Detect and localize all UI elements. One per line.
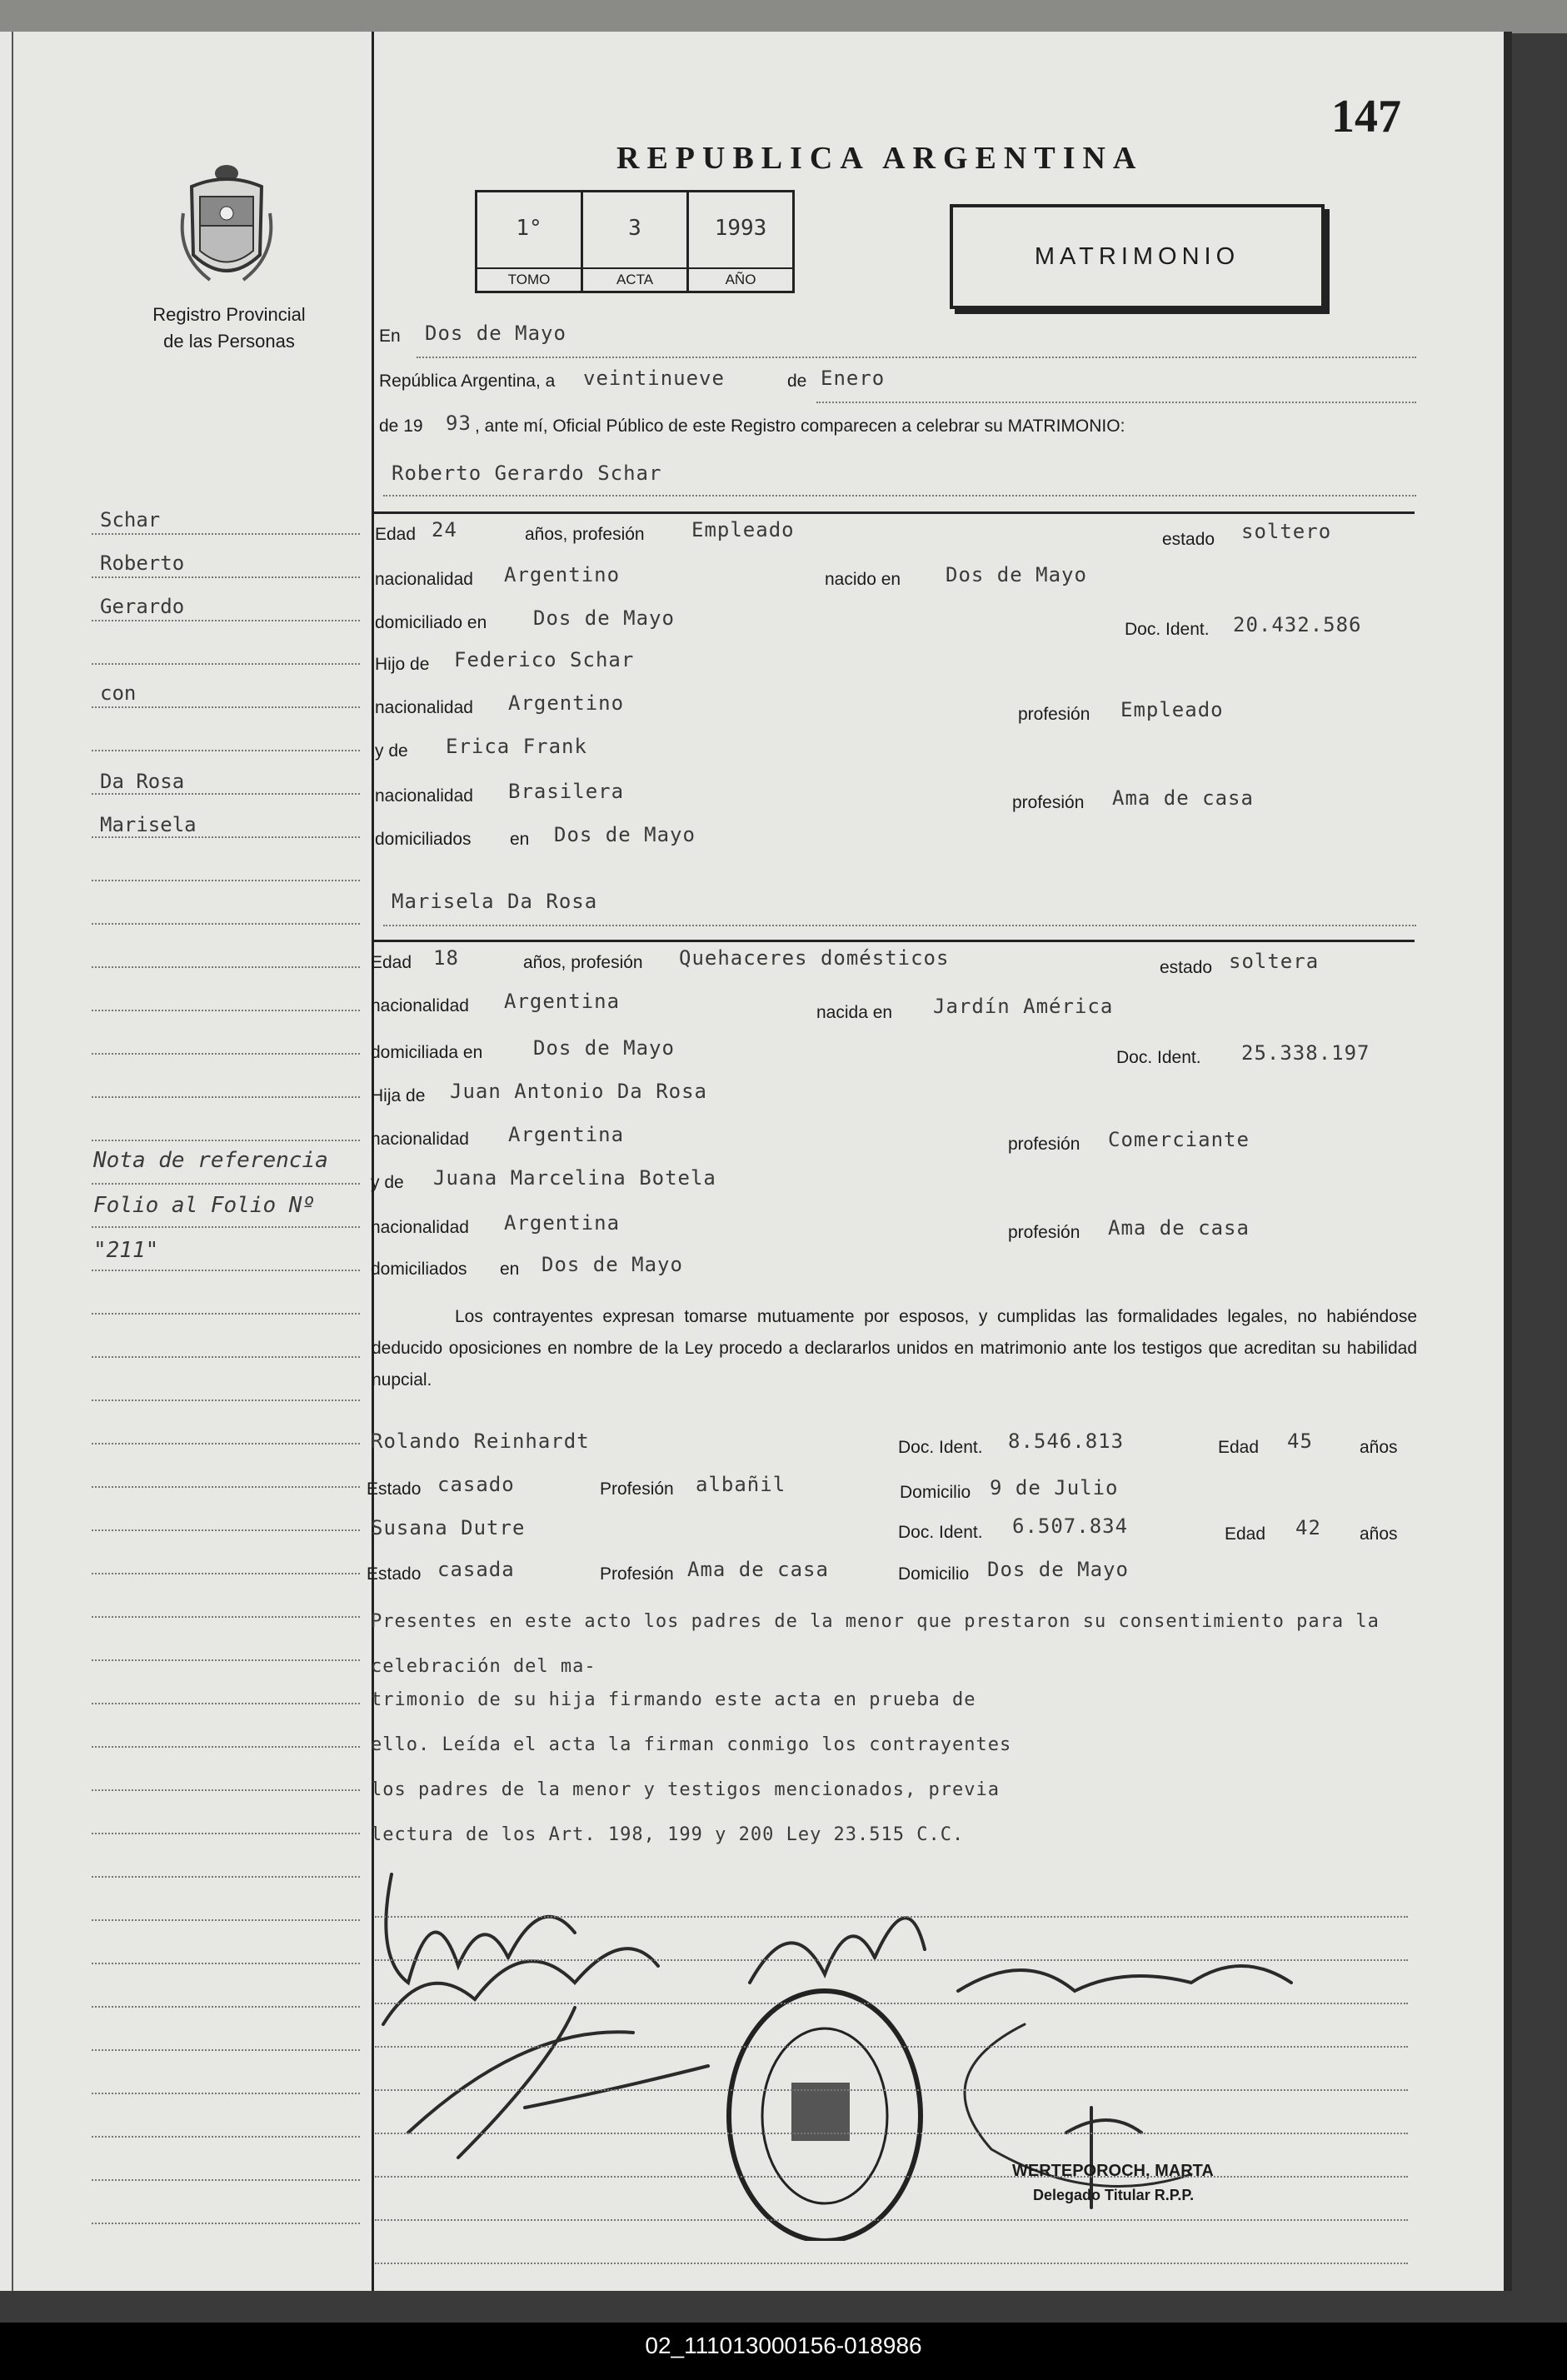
section-rule [372,940,1415,942]
margin-dotted-line [92,1140,360,1141]
groom-madre-nac: Brasilera [508,780,625,803]
bride-full-name: Marisela Da Rosa [392,890,598,913]
signature-4 [750,1918,925,1983]
margin-name-6: Marisela [100,813,197,836]
bride-doc-label: Doc. Ident. [1116,1048,1201,1067]
margin-dotted-line [92,2006,360,2008]
preamble-tail: , ante mí, Oficial Público de este Registro comparecen a celebrar su MATRIMONIO: [475,417,1125,436]
bride-madre-nac: Argentina [504,1211,621,1235]
margin-name-3: Gerardo [100,595,185,618]
writing-dotted-line [375,1959,1408,1961]
groom-madre-prof: Ama de casa [1112,786,1254,810]
margin-name-4: con [100,681,137,705]
image-identifier: 02_111013000156-018986 [645,2333,922,2358]
groom-madre: Erica Frank [446,735,587,758]
anio-label: AÑO [689,267,792,291]
witness-2-doc-label: Doc. Ident. [898,1523,983,1542]
margin-dotted-line [92,1443,360,1444]
bride-padre-prof-label: profesión [1008,1135,1080,1154]
witness-2-estado: casada [437,1558,515,1581]
witness-1-name: Rolando Reinhardt [371,1429,590,1453]
writing-dotted-line [375,2219,1408,2221]
witness-2-edad: 42 [1295,1516,1321,1539]
groom-estado: soltero [1241,520,1332,543]
page-edge-rule [12,32,13,2291]
margin-dotted-line [92,1529,360,1531]
bride-edad-label: Edad [371,953,412,972]
margin-dotted-line [92,2179,360,2181]
margin-dotted-line [92,2136,360,2138]
margin-dotted-line [92,1573,360,1574]
groom-nacido: Dos de Mayo [946,563,1087,586]
margin-dotted-line [92,1096,360,1098]
tomo-label: TOMO [477,267,581,291]
bride-madre-prof-label: profesión [1008,1223,1080,1242]
tomo-value: 1° [516,216,542,241]
margin-dotted-line [92,1270,360,1271]
groom-madre-nac-label: nacionalidad [375,786,473,806]
bride-profesion: Quehaceres domésticos [679,946,950,970]
bride-edad: 18 [433,946,459,970]
bride-nac-label: nacionalidad [371,996,469,1015]
bride-yde-label: y de [371,1173,404,1192]
de-label: de [787,372,807,391]
day-value: veintinueve [583,367,725,390]
witness-1-edad-label: Edad [1218,1438,1260,1457]
groom-nac-label: nacionalidad [375,570,473,589]
acta-cell [583,192,689,291]
groom-yde-label: y de [375,741,408,761]
margin-dotted-line [92,1616,360,1618]
groom-doc-label: Doc. Ident. [1125,620,1210,639]
writing-dotted-line [375,2089,1408,2091]
year-value: 93 [446,412,472,435]
bride-estado: soltera [1229,950,1320,973]
en-label: En [379,327,401,346]
republica-label: República Argentina, a [379,372,556,391]
groom-padre-prof: Empleado [1120,698,1224,721]
country-heading: REPUBLICA ARGENTINA [616,141,1144,176]
writing-dotted-line [375,2133,1408,2134]
notes-line-4: los padres de la menor y testigos mencionados, previa [371,1779,1000,1800]
act-type-box: MATRIMONIO [950,204,1325,309]
bride-doms-en: en [500,1260,520,1279]
margin-name-2: Roberto [100,551,185,575]
witness-1-doc: 8.546.813 [1008,1429,1125,1453]
coat-of-arms-icon [177,163,277,288]
groom-madre-prof-label: profesión [1012,793,1085,812]
margin-dotted-line [92,1919,360,1921]
writing-dotted-line [375,2176,1408,2178]
margin-dotted-line [92,1226,360,1228]
bride-nacionalidad: Argentina [504,990,621,1013]
groom-dom-label: domiciliado en [375,613,487,632]
bride-anos-label: años, profesión [523,953,643,972]
notes-line-5: lectura de los Art. 198, 199 y 200 Ley 23.515 C.C. [371,1824,965,1845]
witness-1-estado-label: Estado [367,1479,422,1499]
groom-doms-en: en [510,830,530,849]
acta-value: 3 [628,216,641,241]
witness-2-estado-label: Estado [367,1564,422,1584]
dotted-line [816,402,1416,403]
margin-dotted-line [92,836,360,838]
margin-dotted-line [92,923,360,925]
official-seal-icon [729,1991,921,2241]
groom-nacido-label: nacido en [825,570,901,589]
anio-value: 1993 [714,216,767,241]
margin-dotted-line [92,1053,360,1055]
margin-dotted-line [92,576,360,578]
signature-susana-dutre [958,1966,1291,1991]
signer-name: WERTEPOROCH, MARTA [1012,2162,1214,2180]
registry-name [117,302,342,355]
margin-name-1: Schar [100,508,161,531]
dotted-line [383,495,1416,496]
witness-1-doc-label: Doc. Ident. [898,1438,983,1457]
margin-note-1: Nota de referencia [93,1148,328,1173]
place-value: Dos de Mayo [425,322,566,345]
declaration-text: Los contrayentes expresan tomarse mutuamente por esposos, y cumplidas las formalidades legales, no habiéndose deducido oposiciones en nombre de la Ley procedo a declararlos unidos en matrimonio ante los testigos que acreditan su habilidad nupcial. [372,1307,1417,1390]
bride-padre-prof: Comerciante [1108,1128,1250,1151]
margin-dotted-line [92,533,360,535]
margin-dotted-line [92,1963,360,1964]
witness-2-doc: 6.507.834 [1012,1514,1129,1538]
margin-note-2: Folio al Folio Nº [93,1193,316,1218]
groom-estado-label: estado [1162,530,1215,549]
margin-dotted-line [92,1486,360,1488]
groom-anos-label: años, profesión [525,525,645,544]
margin-dotted-line [92,1010,360,1011]
margin-name-5: Da Rosa [100,770,185,793]
margin-dotted-line [92,1183,360,1185]
margin-dotted-line [92,1789,360,1791]
margin-dotted-line [92,880,360,881]
groom-hijo-label: Hijo de [375,655,430,674]
margin-dotted-line [92,793,360,795]
bride-madre-prof: Ama de casa [1108,1216,1250,1240]
bride-madre: Juana Marcelina Botela [433,1166,716,1190]
registry-line-2: de las Personas [163,331,295,352]
witness-1-dom: 9 de Julio [990,1476,1119,1499]
margin-dotted-line [92,706,360,708]
dotted-line [383,925,1416,926]
bride-hija-label: Hija de [371,1086,426,1105]
bride-dom-label: domiciliada en [371,1043,483,1062]
margin-dotted-line [92,966,360,968]
witness-2-anos: años [1360,1524,1398,1544]
bride-padre-nac: Argentina [508,1123,625,1146]
margin-note-3: "211" [93,1238,159,1263]
margin-dotted-line [92,1313,360,1315]
margin-dotted-line [92,620,360,621]
witness-2-prof: Ama de casa [687,1558,829,1581]
bride-nacida: Jardín América [933,995,1114,1018]
witness-2-prof-label: Profesión [600,1564,674,1584]
bride-domicilio: Dos de Mayo [533,1036,675,1060]
witness-2-dom: Dos de Mayo [987,1558,1129,1581]
year-prefix: de 19 [379,417,423,436]
writing-dotted-line [375,2263,1408,2264]
notes-line-2: trimonio de su hija firmando este acta en prueba de [371,1689,976,1710]
signature-1 [386,1874,575,1983]
sheet-number: 147 [1331,91,1401,142]
witness-2-edad-label: Edad [1225,1524,1266,1544]
groom-edad: 24 [432,518,457,541]
margin-dotted-line [92,750,360,751]
margin-dotted-line [92,1400,360,1401]
bride-estado-label: estado [1160,958,1213,977]
bride-doc: 25.338.197 [1241,1041,1370,1065]
month-value: Enero [821,367,886,390]
groom-padre-nac: Argentino [508,691,625,715]
witness-1-estado: casado [437,1473,515,1496]
margin-dotted-line [92,1833,360,1834]
binding-edge [0,0,1567,33]
bride-padre-nac-label: nacionalidad [371,1130,469,1149]
bride-madre-nac-label: nacionalidad [371,1218,469,1237]
groom-domicilio: Dos de Mayo [533,606,675,630]
notes-line-1: Presentes en este acto los padres de la menor que prestaron su consentimiento para la celebración del ma- [371,1611,1380,1677]
margin-dotted-line [92,1746,360,1748]
margin-dotted-line [92,1703,360,1704]
writing-dotted-line [375,2003,1408,2004]
registry-line-1: Registro Provincial [152,304,306,325]
margin-dotted-line [92,2223,360,2224]
groom-padre-nac-label: nacionalidad [375,698,473,717]
signatures-area [358,1858,1400,2241]
section-rule [372,511,1415,514]
margin-dotted-line [92,1876,360,1878]
witness-1-prof-label: Profesión [600,1479,674,1499]
groom-doc: 20.432.586 [1233,613,1362,636]
groom-padre-prof-label: profesión [1018,705,1090,724]
groom-padre: Federico Schar [454,648,635,671]
witness-2-name: Susana Dutre [371,1516,526,1539]
writing-dotted-line [375,2046,1408,2048]
signer-title: Delegado Titular R.P.P. [1033,2187,1195,2203]
notes-line-3: ello. Leída el acta la firman conmigo los contrayentes [371,1734,1012,1755]
margin-dotted-line [92,663,360,665]
margin-dotted-line [92,2093,360,2094]
groom-doms-label: domiciliados [375,830,472,849]
groom-profesion: Empleado [691,518,795,541]
witness-1-edad: 45 [1287,1429,1313,1453]
anio-cell [689,192,792,291]
groom-edad-label: Edad [375,525,417,544]
groom-full-name: Roberto Gerardo Schar [392,462,662,485]
writing-dotted-line [375,1916,1408,1918]
tomo-cell [477,192,583,291]
bride-doms-label: domiciliados [371,1260,467,1279]
bride-doms: Dos de Mayo [541,1253,683,1276]
bride-padre: Juan Antonio Da Rosa [450,1080,707,1103]
margin-dotted-line [92,2049,360,2051]
record-number-box [475,190,795,293]
groom-doms: Dos de Mayo [554,823,696,846]
acta-label: ACTA [583,267,686,291]
margin-dotted-line [92,1356,360,1358]
witness-2-dom-label: Domicilio [898,1564,970,1584]
witness-1-dom-label: Domicilio [900,1483,971,1502]
witness-1-prof: albañil [696,1473,786,1496]
margin-dotted-line [92,1659,360,1661]
groom-nacionalidad: Argentino [504,563,621,586]
dotted-line [417,357,1416,358]
signature-3 [408,2008,708,2158]
bride-nacida-label: nacida en [816,1003,893,1022]
witness-1-anos: años [1360,1438,1398,1457]
